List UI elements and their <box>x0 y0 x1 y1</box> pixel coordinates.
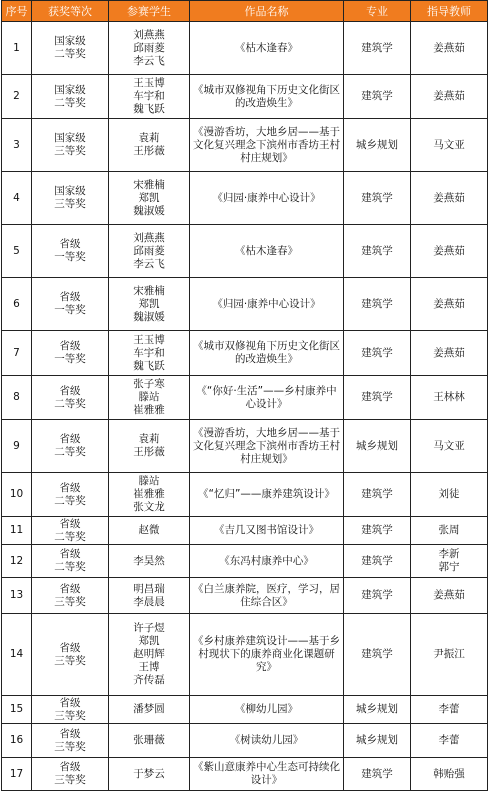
cell-no: 4 <box>2 172 32 225</box>
advisor-name: 李新 <box>438 548 460 560</box>
level-line: 三等奖 <box>54 145 86 157</box>
cell-title <box>190 696 344 724</box>
advisor-name: 姜燕茹 <box>433 297 465 310</box>
level-line: 二等奖 <box>54 96 86 109</box>
student-name: 赵明辉 <box>133 648 165 660</box>
cell-major: 建筑学 <box>344 545 411 578</box>
advisor-name: 姜燕茹 <box>433 90 465 102</box>
advisor-name: 姜燕茹 <box>433 346 465 359</box>
cell-level <box>32 225 109 278</box>
student-name: 王彤薇 <box>133 446 165 458</box>
student-name: 宋雅楠 <box>133 284 165 297</box>
student-name: 魏飞跃 <box>133 359 165 372</box>
cell-major: 城乡规划 <box>344 724 411 758</box>
cell-major: 建筑学 <box>344 758 411 791</box>
student-name: 张文龙 <box>133 501 165 513</box>
cell-title <box>190 376 344 420</box>
cell-no: 13 <box>2 578 32 614</box>
cell-level <box>32 724 109 758</box>
work-title: 《白兰康养院，医疗，学习，居住综合区》 <box>193 582 340 608</box>
cell-level <box>32 758 109 791</box>
cell-title <box>190 119 344 172</box>
student-name: 郑凯 <box>138 191 160 204</box>
cell-title <box>190 473 344 517</box>
advisor-name: 王林林 <box>433 391 465 403</box>
table-row <box>2 517 488 545</box>
cell-no: 12 <box>2 545 32 578</box>
level-line: 三等奖 <box>54 709 86 722</box>
cell-no: 9 <box>2 420 32 473</box>
level-line: 省级 <box>59 517 81 530</box>
cell-level <box>32 517 109 545</box>
cell-title <box>190 75 344 119</box>
work-title: 《枯木逢春》 <box>235 244 298 257</box>
cell-advisor <box>411 578 488 614</box>
cell-major: 城乡规划 <box>344 119 411 172</box>
work-title: 《城市双修视角下历史文化街区的改造焕生》 <box>193 83 340 109</box>
table-row <box>2 376 488 420</box>
cell-level <box>32 578 109 614</box>
cell-level <box>32 473 109 517</box>
cell-students <box>109 696 190 724</box>
cell-level <box>32 614 109 696</box>
work-title: 《东冯村康养中心》 <box>219 554 314 567</box>
cell-no: 7 <box>2 331 32 376</box>
level-line: 三等奖 <box>54 740 86 753</box>
cell-students <box>109 278 190 331</box>
student-name: 于梦云 <box>133 767 165 780</box>
student-name: 郑凯 <box>138 297 160 310</box>
student-name: 王玉博 <box>133 77 165 89</box>
table-row <box>2 225 488 278</box>
cell-major: 建筑学 <box>344 75 411 119</box>
student-name: 车宇和 <box>133 90 165 102</box>
cell-major: 建筑学 <box>344 22 411 75</box>
student-name: 滕站 <box>138 475 160 487</box>
cell-advisor <box>411 376 488 420</box>
awards-table <box>1 0 488 791</box>
cell-level <box>32 331 109 376</box>
work-title: 《树读幼儿园》 <box>229 734 304 746</box>
header-no: 序号 <box>2 1 32 22</box>
student-name: 张珊薇 <box>133 734 165 746</box>
cell-students <box>109 578 190 614</box>
table-row <box>2 545 488 578</box>
table-row <box>2 758 488 791</box>
cell-major: 建筑学 <box>344 172 411 225</box>
level-line: 二等奖 <box>54 48 86 60</box>
cell-advisor <box>411 517 488 545</box>
cell-title <box>190 22 344 75</box>
level-line: 三等奖 <box>54 595 86 608</box>
cell-students <box>109 225 190 278</box>
work-title: 《“忆归”——康养建筑设计》 <box>198 488 335 500</box>
student-name: 邱雨菱 <box>133 244 165 257</box>
level-line: 省级 <box>59 727 81 740</box>
advisor-name: 姜燕茹 <box>433 41 465 54</box>
student-name: 魏淑媛 <box>133 204 165 217</box>
work-title: 《枯木逢春》 <box>235 41 298 54</box>
student-name: 李晨晨 <box>133 595 165 608</box>
work-title: 《漫游香坊，大地乡居——基于文化复兴理念下滨州市香坊王村村庄规划》 <box>193 426 340 465</box>
advisor-name: 李蕾 <box>438 703 460 715</box>
cell-major: 建筑学 <box>344 331 411 376</box>
work-title: 《归园·康养中心设计》 <box>212 191 321 204</box>
cell-advisor <box>411 22 488 75</box>
student-name: 车宇和 <box>133 346 165 359</box>
level-line: 省级 <box>59 291 81 303</box>
cell-no: 5 <box>2 225 32 278</box>
student-name: 许子煜 <box>133 622 165 634</box>
student-name: 齐传磊 <box>133 674 165 686</box>
work-title: 《紫山意康养中心生态可持续化设计》 <box>193 761 340 786</box>
cell-level <box>32 278 109 331</box>
level-line: 省级 <box>59 761 81 773</box>
cell-no: 14 <box>2 614 32 696</box>
cell-students <box>109 724 190 758</box>
advisor-name: 马文亚 <box>433 439 465 452</box>
level-line: 一等奖 <box>54 304 86 316</box>
cell-level <box>32 172 109 225</box>
cell-advisor <box>411 75 488 119</box>
cell-students <box>109 758 190 791</box>
level-line: 省级 <box>59 238 81 250</box>
student-name: 魏飞跃 <box>133 103 165 115</box>
cell-no: 17 <box>2 758 32 791</box>
student-name: 崔雅雅 <box>133 488 165 500</box>
level-line: 国家级 <box>54 83 86 96</box>
student-name: 崔雅雅 <box>133 404 165 416</box>
level-line: 省级 <box>59 641 81 654</box>
cell-title <box>190 331 344 376</box>
cell-advisor <box>411 119 488 172</box>
student-name: 王彤薇 <box>133 145 165 157</box>
cell-level <box>32 376 109 420</box>
table-row <box>2 22 488 75</box>
cell-title <box>190 724 344 758</box>
student-name: 袁莉 <box>138 132 160 144</box>
cell-advisor <box>411 225 488 278</box>
cell-major: 建筑学 <box>344 614 411 696</box>
level-line: 省级 <box>59 582 81 595</box>
level-line: 省级 <box>59 433 81 445</box>
level-line: 国家级 <box>54 132 86 144</box>
level-line: 三等奖 <box>54 654 86 667</box>
cell-level <box>32 22 109 75</box>
advisor-name: 韩贻强 <box>433 767 465 780</box>
cell-no: 6 <box>2 278 32 331</box>
level-line: 省级 <box>59 384 81 397</box>
work-title: 《柳幼儿园》 <box>235 703 298 715</box>
student-name: 李云飞 <box>133 54 165 67</box>
cell-title <box>190 545 344 578</box>
work-title: 《归园·康养中心设计》 <box>212 297 321 310</box>
cell-students <box>109 119 190 172</box>
table-row <box>2 473 488 517</box>
advisor-name: 马文亚 <box>433 138 465 151</box>
cell-major: 建筑学 <box>344 376 411 420</box>
table-row <box>2 724 488 758</box>
advisor-name: 尹振江 <box>433 648 465 660</box>
cell-major: 建筑学 <box>344 278 411 331</box>
student-name: 滕站 <box>138 391 160 403</box>
cell-no: 16 <box>2 724 32 758</box>
table-row <box>2 578 488 614</box>
cell-students <box>109 376 190 420</box>
cell-students <box>109 545 190 578</box>
cell-advisor <box>411 545 488 578</box>
cell-major: 城乡规划 <box>344 696 411 724</box>
cell-students <box>109 420 190 473</box>
work-title: 《乡村康养建筑设计——基于乡村现状下的康养商业化课题研究》 <box>193 635 340 673</box>
advisor-name: 李蕾 <box>438 734 460 746</box>
cell-advisor <box>411 696 488 724</box>
cell-advisor <box>411 278 488 331</box>
cell-title <box>190 614 344 696</box>
cell-no: 8 <box>2 376 32 420</box>
cell-no: 11 <box>2 517 32 545</box>
student-name: 赵微 <box>138 524 160 536</box>
header-row <box>2 1 488 22</box>
student-name: 袁莉 <box>138 433 160 445</box>
advisor-name: 刘徒 <box>438 488 460 500</box>
cell-title <box>190 225 344 278</box>
cell-students <box>109 614 190 696</box>
work-title: 《吉几又图书馆设计》 <box>214 524 319 536</box>
cell-title <box>190 278 344 331</box>
level-line: 国家级 <box>54 185 86 197</box>
cell-title <box>190 420 344 473</box>
cell-students <box>109 22 190 75</box>
cell-students <box>109 517 190 545</box>
table-row <box>2 172 488 225</box>
level-line: 二等奖 <box>54 494 86 507</box>
table-body <box>2 22 488 791</box>
level-line: 省级 <box>59 548 81 560</box>
level-line: 二等奖 <box>54 446 86 458</box>
cell-students <box>109 331 190 376</box>
cell-advisor <box>411 724 488 758</box>
cell-no: 3 <box>2 119 32 172</box>
student-name: 张子寒 <box>133 378 165 390</box>
cell-advisor <box>411 331 488 376</box>
level-line: 三等奖 <box>54 198 86 210</box>
advisor-name: 郭宁 <box>438 561 460 573</box>
level-line: 三等奖 <box>54 774 86 786</box>
cell-no: 1 <box>2 22 32 75</box>
cell-title <box>190 758 344 791</box>
cell-major: 建筑学 <box>344 473 411 517</box>
level-line: 省级 <box>59 340 81 352</box>
cell-major: 建筑学 <box>344 225 411 278</box>
header-major: 专业 <box>344 1 411 22</box>
student-name: 王博 <box>138 661 160 673</box>
level-line: 二等奖 <box>54 530 86 543</box>
level-line: 二等奖 <box>54 397 86 410</box>
header-advisor: 指导教师 <box>411 1 488 22</box>
cell-title <box>190 517 344 545</box>
student-name: 邱雨菱 <box>133 41 165 54</box>
work-title: 《漫游香坊，大地乡居——基于文化复兴理念下滨州市香坊王村村庄规划》 <box>193 125 340 164</box>
cell-level <box>32 75 109 119</box>
cell-major: 建筑学 <box>344 517 411 545</box>
cell-title <box>190 172 344 225</box>
cell-advisor <box>411 758 488 791</box>
table-row <box>2 75 488 119</box>
advisor-name: 姜燕茹 <box>433 589 465 601</box>
level-line: 一等奖 <box>54 353 86 365</box>
student-name: 潘梦圆 <box>133 703 165 715</box>
cell-students <box>109 473 190 517</box>
level-line: 二等奖 <box>54 561 86 573</box>
cell-no: 2 <box>2 75 32 119</box>
work-title: 《“你好·生活”——乡村康养中心设计》 <box>196 384 337 410</box>
cell-major: 建筑学 <box>344 578 411 614</box>
header-students: 参赛学生 <box>109 1 190 22</box>
cell-level <box>32 119 109 172</box>
student-name: 郑凯 <box>138 635 160 647</box>
student-name: 宋雅楠 <box>133 178 165 191</box>
table-row <box>2 278 488 331</box>
cell-advisor <box>411 473 488 517</box>
student-name: 刘燕燕 <box>133 231 165 244</box>
cell-advisor <box>411 614 488 696</box>
cell-level <box>32 420 109 473</box>
header-title: 作品名称 <box>190 1 344 22</box>
student-name: 李昊然 <box>133 554 165 567</box>
table-row <box>2 696 488 724</box>
student-name: 王玉博 <box>133 333 165 346</box>
cell-students <box>109 75 190 119</box>
cell-advisor <box>411 172 488 225</box>
table-row <box>2 119 488 172</box>
header-level: 获奖等次 <box>32 1 109 22</box>
table-row <box>2 331 488 376</box>
cell-level <box>32 545 109 578</box>
cell-advisor <box>411 420 488 473</box>
level-line: 一等奖 <box>54 251 86 263</box>
advisor-name: 张周 <box>438 524 460 536</box>
student-name: 刘燕燕 <box>133 28 165 41</box>
cell-level <box>32 696 109 724</box>
advisor-name: 姜燕茹 <box>433 244 465 257</box>
level-line: 国家级 <box>54 35 86 47</box>
level-line: 省级 <box>59 481 81 494</box>
table-row <box>2 614 488 696</box>
student-name: 李云飞 <box>133 257 165 270</box>
cell-students <box>109 172 190 225</box>
cell-no: 15 <box>2 696 32 724</box>
advisor-name: 姜燕茹 <box>433 191 465 204</box>
cell-major: 城乡规划 <box>344 420 411 473</box>
student-name: 魏淑媛 <box>133 310 165 323</box>
level-line: 省级 <box>59 696 81 709</box>
student-name: 明昌瑞 <box>133 582 165 595</box>
cell-no: 10 <box>2 473 32 517</box>
cell-title <box>190 578 344 614</box>
work-title: 《城市双修视角下历史文化街区的改造焕生》 <box>193 340 340 365</box>
table-row <box>2 420 488 473</box>
